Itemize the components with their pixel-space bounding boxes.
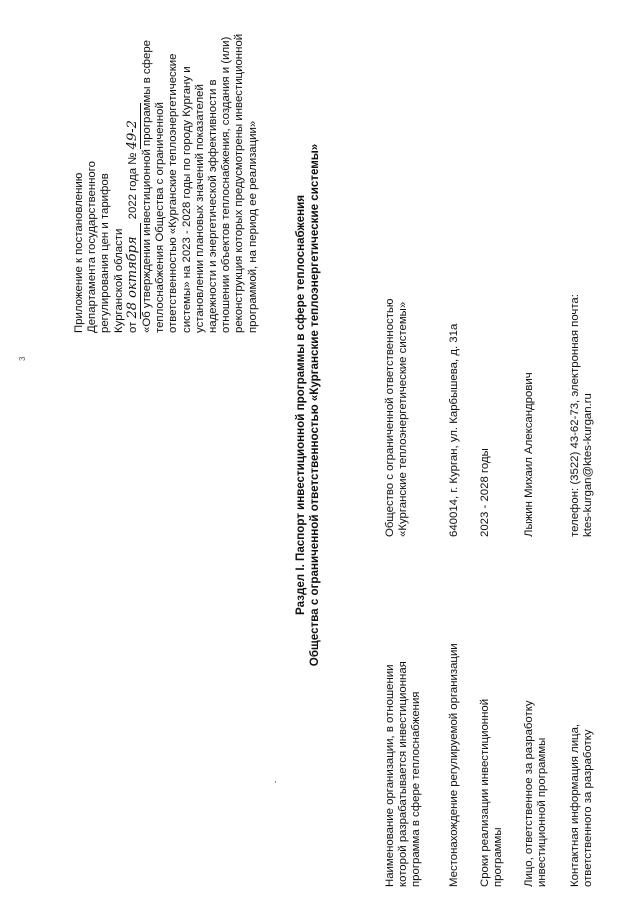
appendix-subject-line: программой, на период ее реализации» [246, 120, 259, 333]
appendix-subject-line: теплоснабжения Общества с ограниченной [154, 102, 167, 333]
handwritten-number: 49-2 [124, 120, 140, 150]
passport-label: Наименование организации, в отношении которой разрабатывается инвестиционная программа в сфере теплоснабжения [384, 661, 423, 887]
section-title-line: Общества с ограниченной ответственностью «Курганские теплоэнергетические системы» [308, 143, 321, 667]
appendix-line: Курганской области [112, 228, 125, 333]
page-number: 3 [18, 356, 27, 361]
passport-label: Лицо, ответственное за разработку инвестиционной программы [523, 700, 549, 887]
handwritten-date: 28 октября [124, 236, 140, 319]
year-text: 2022 года № [126, 152, 139, 220]
appendix-subject-line: надежности и энергетической эффективности в [207, 79, 220, 333]
appendix-date-line [126, 11, 141, 333]
appendix-subject-line: системы» на 2023 - 2028 годы по городу Кургану и [180, 66, 193, 333]
passport-value: Лыжин Михаил Александрович [523, 372, 535, 537]
passport-row [569, 27, 609, 887]
passport-row [523, 27, 569, 887]
appendix-subject-line: «Об утверждении инвестиционной программы в сфере [141, 40, 154, 333]
passport-table [384, 27, 609, 887]
passport-row [448, 27, 479, 887]
scan-speck [275, 781, 276, 783]
appendix-block [73, 11, 260, 333]
section-title-line: Раздел I. Паспорт инвестиционной программы в сфере теплоснабжения [294, 195, 307, 615]
date-prefix: от [126, 321, 139, 333]
appendix-line: Приложение к постановлению [73, 172, 85, 333]
appendix-subject-line: реконструкция которых предусмотрены инвестиционной [233, 33, 246, 333]
appendix-line: регулирования цен и тарифов [99, 173, 112, 333]
appendix-line: Департамента государственного [86, 161, 99, 333]
passport-row [479, 27, 523, 887]
passport-label: Местонахождение регулируемой организации [448, 643, 460, 887]
passport-label: Контактная информация лица, ответственного за разработку [569, 723, 595, 887]
appendix-subject-line: установлении плановых значений показателей [193, 84, 206, 333]
passport-value: телефон: (3522) 43-62-73, электронная почта: ktes-kurgan@ktes-kurgan.ru [569, 294, 595, 537]
passport-row [384, 27, 448, 887]
passport-value: 2023 - 2028 годы [479, 448, 491, 537]
passport-label: Сроки реализации инвестиционной программы [479, 698, 505, 887]
passport-value: 640014, г. Курган, ул. Карбышева, д. 31а [448, 323, 460, 537]
passport-value: Общество с ограниченной ответственностью «Курганские теплоэнергетические системы» [384, 298, 410, 537]
section-title [294, 55, 322, 755]
appendix-subject-line: ответственностью «Курганские теплоэнергетические [167, 53, 180, 333]
appendix-subject-line: отношении объектов теплоснабжения, создания и (или) [220, 36, 233, 333]
